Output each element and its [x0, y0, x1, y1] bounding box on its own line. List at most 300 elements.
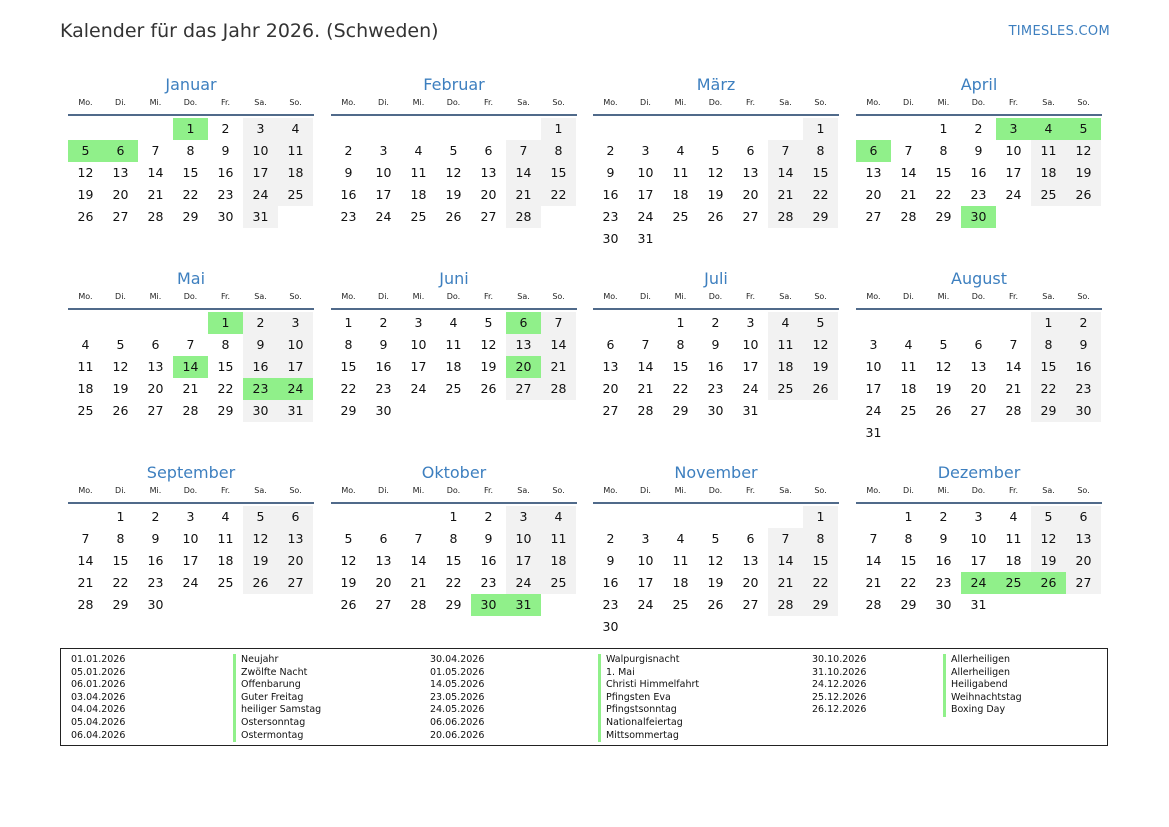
day-cell: 17 — [410, 359, 427, 374]
weekday-label: Mo. — [866, 98, 881, 107]
weekday-label: Di. — [640, 98, 651, 107]
day-cell: 3 — [186, 509, 195, 524]
day-cell: 27 — [865, 209, 882, 224]
month-7 — [593, 267, 839, 445]
day-grid — [856, 116, 1102, 251]
month-8 — [856, 267, 1102, 445]
day-cell: 26 — [707, 597, 724, 612]
day-cell: 29 — [900, 597, 917, 612]
day-cell: 14 — [1005, 359, 1022, 374]
day-cell: 29 — [217, 403, 234, 418]
day-cell: 17 — [637, 575, 654, 590]
weekday-label: Mo. — [341, 98, 356, 107]
month-1 — [68, 73, 314, 251]
holiday-name: Walpurgisnacht — [598, 654, 699, 667]
day-cell: 6 — [379, 531, 388, 546]
day-cell: 23 — [935, 575, 952, 590]
holiday-name: Boxing Day — [943, 704, 1022, 717]
day-cell: 5 — [1066, 118, 1101, 140]
day-cell: 25 — [445, 381, 462, 396]
holiday-name: Offenbarung — [233, 679, 321, 692]
day-cell: 1 — [803, 118, 838, 140]
day-cell: 9 — [221, 143, 230, 158]
holiday-name: Allerheiligen — [943, 654, 1022, 667]
holiday-name: Weihnachtstag — [943, 692, 1022, 705]
month-name: Juli — [704, 269, 728, 288]
day-cell: 24 — [637, 209, 654, 224]
weekday-header — [856, 485, 1102, 504]
day-cell: 30 — [602, 231, 619, 246]
day-cell: 16 — [375, 359, 392, 374]
day-cell: 6 — [746, 531, 755, 546]
day-cell: 25 — [672, 597, 689, 612]
weekday-label: Mi. — [149, 292, 162, 301]
day-cell: 8 — [803, 140, 838, 162]
day-cell: 3 — [379, 143, 388, 158]
weekday-label: So. — [1077, 98, 1090, 107]
month-name: November — [674, 463, 758, 482]
day-cell: 22 — [182, 187, 199, 202]
day-cell: 4 — [676, 531, 685, 546]
day-cell: 7 — [1009, 337, 1018, 352]
weekday-label: Di. — [640, 292, 651, 301]
day-cell: 12 — [707, 165, 724, 180]
day-cell: 28 — [147, 209, 164, 224]
day-cell: 9 — [243, 334, 278, 356]
weekday-label: So. — [814, 98, 827, 107]
weekday-label: Mi. — [937, 486, 950, 495]
day-cell: 6 — [606, 337, 615, 352]
day-cell: 1 — [803, 506, 838, 528]
day-cell: 11 — [1005, 531, 1022, 546]
day-cell: 6 — [746, 143, 755, 158]
month-5 — [68, 267, 314, 445]
day-grid — [856, 504, 1102, 639]
day-cell: 21 — [1005, 381, 1022, 396]
weekday-label: Fr. — [1008, 292, 1019, 301]
day-cell: 6 — [484, 143, 493, 158]
holiday-date: 31.10.2026 — [812, 666, 867, 678]
day-cell: 16 — [147, 553, 164, 568]
day-cell: 28 — [410, 597, 427, 612]
weekday-header — [331, 485, 577, 504]
day-cell: 16 — [217, 165, 234, 180]
day-cell: 2 — [711, 315, 720, 330]
day-cell: 9 — [484, 531, 493, 546]
day-cell: 12 — [1066, 140, 1101, 162]
month-name: Mai — [176, 269, 206, 288]
day-cell: 4 — [904, 337, 913, 352]
day-cell: 14 — [410, 553, 427, 568]
day-grid — [856, 310, 1102, 445]
day-cell: 4 — [676, 143, 685, 158]
holiday-date: 01.05.2026 — [430, 666, 485, 678]
weekday-label: Do. — [971, 292, 986, 301]
day-cell: 18 — [672, 575, 689, 590]
day-cell: 7 — [541, 312, 576, 334]
day-cell: 23 — [217, 187, 234, 202]
weekday-label: Do. — [446, 98, 461, 107]
day-cell: 20 — [1066, 550, 1101, 572]
day-cell: 29 — [935, 209, 952, 224]
day-cell: 3 — [414, 315, 423, 330]
day-cell: 24 — [961, 572, 996, 594]
day-cell: 30 — [217, 209, 234, 224]
weekday-label: So. — [552, 486, 565, 495]
day-cell: 28 — [182, 403, 199, 418]
day-cell: 1 — [208, 312, 243, 334]
weekday-label: Fr. — [483, 486, 494, 495]
day-cell: 23 — [147, 575, 164, 590]
weekday-label: Do. — [183, 292, 198, 301]
holiday-name: Mittsommertag — [598, 730, 699, 743]
day-cell: 17 — [742, 359, 759, 374]
day-cell: 8 — [803, 528, 838, 550]
weekday-label: Mi. — [149, 486, 162, 495]
day-cell: 15 — [182, 165, 199, 180]
day-cell: 13 — [865, 165, 882, 180]
weekday-label: Mo. — [603, 486, 618, 495]
day-cell: 20 — [278, 550, 313, 572]
day-cell: 8 — [541, 140, 576, 162]
day-cell: 17 — [1005, 165, 1022, 180]
day-cell: 11 — [1031, 140, 1066, 162]
day-cell: 10 — [742, 337, 759, 352]
day-cell: 30 — [602, 619, 619, 634]
day-cell: 20 — [147, 381, 164, 396]
holiday-date: 14.05.2026 — [430, 679, 485, 691]
day-cell: 9 — [939, 531, 948, 546]
day-cell: 12 — [340, 553, 357, 568]
month-4 — [856, 73, 1102, 251]
day-cell: 16 — [935, 553, 952, 568]
day-cell: 18 — [768, 356, 803, 378]
day-cell: 2 — [974, 121, 983, 136]
weekday-label: Sa. — [779, 292, 792, 301]
weekday-label: Di. — [378, 98, 389, 107]
weekday-header — [68, 97, 314, 116]
legend-dates-col — [71, 654, 125, 742]
day-cell: 3 — [974, 509, 983, 524]
holiday-date: 03.04.2026 — [71, 691, 126, 703]
day-cell: 2 — [221, 121, 230, 136]
holiday-date: 06.04.2026 — [71, 729, 126, 741]
day-cell: 14 — [77, 553, 94, 568]
day-cell: 29 — [445, 597, 462, 612]
day-cell: 8 — [221, 337, 230, 352]
day-cell: 16 — [602, 575, 619, 590]
day-cell: 12 — [112, 359, 129, 374]
day-cell: 14 — [637, 359, 654, 374]
day-cell: 11 — [445, 337, 462, 352]
day-cell: 18 — [1005, 553, 1022, 568]
site-link[interactable]: TIMESLES.COM — [1008, 24, 1110, 39]
day-cell: 19 — [707, 187, 724, 202]
weekday-label: Mo. — [866, 292, 881, 301]
day-cell: 8 — [939, 143, 948, 158]
day-cell: 31 — [865, 425, 882, 440]
day-cell: 2 — [151, 509, 160, 524]
day-cell: 1 — [344, 315, 353, 330]
day-cell: 12 — [77, 165, 94, 180]
day-cell: 1 — [449, 509, 458, 524]
month-9 — [68, 461, 314, 639]
day-cell: 20 — [742, 187, 759, 202]
holiday-date: 25.12.2026 — [812, 691, 867, 703]
holiday-name: 1. Mai — [598, 667, 699, 680]
day-cell: 27 — [742, 597, 759, 612]
day-cell: 26 — [1031, 572, 1066, 594]
day-cell: 14 — [900, 165, 917, 180]
day-cell: 15 — [1031, 356, 1066, 378]
day-cell: 18 — [541, 550, 576, 572]
weekday-header — [68, 485, 314, 504]
weekday-label: So. — [1077, 292, 1090, 301]
day-cell: 17 — [506, 550, 541, 572]
weekday-label: Do. — [971, 486, 986, 495]
weekday-label: Sa. — [254, 292, 267, 301]
holiday-name: Ostermontag — [233, 730, 321, 743]
day-cell: 29 — [672, 403, 689, 418]
day-cell: 24 — [243, 184, 278, 206]
day-cell: 24 — [375, 209, 392, 224]
day-cell: 24 — [742, 381, 759, 396]
weekday-label: Sa. — [1042, 292, 1055, 301]
day-cell: 30 — [243, 400, 278, 422]
day-cell: 7 — [904, 143, 913, 158]
day-cell: 4 — [221, 509, 230, 524]
day-cell: 9 — [344, 165, 353, 180]
day-cell: 17 — [243, 162, 278, 184]
day-cell: 26 — [480, 381, 497, 396]
weekday-header — [593, 291, 839, 310]
legend-names-col — [233, 654, 321, 742]
day-grid — [331, 116, 577, 251]
day-cell: 22 — [217, 381, 234, 396]
day-cell: 10 — [865, 359, 882, 374]
day-cell: 25 — [410, 209, 427, 224]
day-cell: 9 — [1066, 334, 1101, 356]
month-6 — [331, 267, 577, 445]
month-name: Januar — [165, 75, 217, 94]
day-cell: 26 — [707, 209, 724, 224]
day-cell: 23 — [707, 381, 724, 396]
day-cell: 26 — [77, 209, 94, 224]
day-cell: 7 — [414, 531, 423, 546]
day-cell: 6 — [151, 337, 160, 352]
month-name: März — [696, 75, 736, 94]
weekday-label: Mo. — [341, 292, 356, 301]
day-cell: 11 — [217, 531, 234, 546]
weekday-label: Fr. — [745, 98, 756, 107]
weekday-label: So. — [814, 486, 827, 495]
day-cell: 13 — [602, 359, 619, 374]
holiday-date: 05.01.2026 — [71, 666, 126, 678]
day-grid — [331, 310, 577, 445]
day-cell: 22 — [935, 187, 952, 202]
day-cell: 20 — [375, 575, 392, 590]
weekday-header — [331, 291, 577, 310]
day-cell: 7 — [768, 528, 803, 550]
day-cell: 3 — [506, 506, 541, 528]
day-cell: 20 — [112, 187, 129, 202]
holiday-date: 30.04.2026 — [430, 654, 485, 665]
weekday-label: So. — [1077, 486, 1090, 495]
day-cell: 17 — [278, 356, 313, 378]
day-cell: 21 — [77, 575, 94, 590]
day-cell: 7 — [506, 140, 541, 162]
day-cell: 19 — [340, 575, 357, 590]
day-cell: 22 — [541, 184, 576, 206]
month-name: August — [951, 269, 1007, 288]
weekday-label: Sa. — [1042, 98, 1055, 107]
day-cell: 10 — [506, 528, 541, 550]
weekday-label: Mi. — [674, 292, 687, 301]
day-cell: 27 — [1066, 572, 1101, 594]
day-cell: 10 — [375, 165, 392, 180]
day-cell: 5 — [803, 312, 838, 334]
day-cell: 21 — [147, 187, 164, 202]
day-cell: 11 — [541, 528, 576, 550]
day-grid — [331, 504, 577, 639]
day-cell: 14 — [506, 162, 541, 184]
day-cell: 3 — [641, 143, 650, 158]
day-cell: 1 — [904, 509, 913, 524]
day-cell: 5 — [711, 531, 720, 546]
day-cell: 15 — [803, 550, 838, 572]
holiday-name: Allerheiligen — [943, 667, 1022, 680]
day-cell: 12 — [803, 334, 838, 356]
weekday-label: Mo. — [603, 292, 618, 301]
day-cell: 21 — [541, 356, 576, 378]
weekday-label: Mi. — [937, 292, 950, 301]
day-cell: 19 — [803, 356, 838, 378]
day-cell: 8 — [904, 531, 913, 546]
day-cell: 17 — [865, 381, 882, 396]
weekday-label: Mi. — [937, 98, 950, 107]
month-2 — [331, 73, 577, 251]
day-cell: 18 — [672, 187, 689, 202]
day-cell: 29 — [340, 403, 357, 418]
holiday-name: Ostersonntag — [233, 717, 321, 730]
holiday-legend — [60, 648, 1108, 746]
weekday-label: Di. — [903, 486, 914, 495]
day-cell: 21 — [768, 184, 803, 206]
day-cell: 11 — [768, 334, 803, 356]
day-cell: 28 — [865, 597, 882, 612]
weekday-label: Sa. — [517, 98, 530, 107]
weekday-label: Do. — [971, 98, 986, 107]
day-cell: 12 — [480, 337, 497, 352]
day-cell: 14 — [147, 165, 164, 180]
weekday-label: Fr. — [220, 486, 231, 495]
day-cell: 15 — [900, 553, 917, 568]
day-cell: 10 — [1005, 143, 1022, 158]
day-cell: 2 — [484, 509, 493, 524]
day-cell: 30 — [961, 206, 996, 228]
month-12 — [856, 461, 1102, 639]
day-grid — [68, 310, 314, 445]
day-cell: 24 — [410, 381, 427, 396]
day-cell: 8 — [449, 531, 458, 546]
holiday-date: 06.06.2026 — [430, 716, 485, 728]
holiday-name: Heiligabend — [943, 679, 1022, 692]
day-cell: 2 — [243, 312, 278, 334]
day-cell: 5 — [939, 337, 948, 352]
day-cell: 15 — [217, 359, 234, 374]
day-cell: 19 — [112, 381, 129, 396]
day-cell: 3 — [243, 118, 278, 140]
weekday-label: Fr. — [483, 98, 494, 107]
day-cell: 14 — [541, 334, 576, 356]
day-cell: 3 — [996, 118, 1031, 140]
day-grid — [593, 504, 839, 639]
day-cell: 7 — [151, 143, 160, 158]
day-cell: 30 — [935, 597, 952, 612]
holiday-name: heiliger Samstag — [233, 704, 321, 717]
holiday-name: Pfingstsonntag — [598, 704, 699, 717]
day-cell: 1 — [939, 121, 948, 136]
day-cell: 8 — [344, 337, 353, 352]
day-cell: 28 — [541, 378, 576, 400]
day-cell: 11 — [278, 140, 313, 162]
day-cell: 10 — [182, 531, 199, 546]
day-cell: 19 — [480, 359, 497, 374]
day-cell: 5 — [243, 506, 278, 528]
weekday-label: Do. — [183, 98, 198, 107]
day-cell: 30 — [1066, 400, 1101, 422]
day-cell: 19 — [77, 187, 94, 202]
day-cell: 7 — [81, 531, 90, 546]
day-cell: 26 — [445, 209, 462, 224]
month-11 — [593, 461, 839, 639]
legend-names-col — [598, 654, 699, 742]
day-cell: 20 — [480, 187, 497, 202]
day-cell: 9 — [151, 531, 160, 546]
day-cell: 6 — [506, 312, 541, 334]
day-cell: 10 — [243, 140, 278, 162]
weekday-header — [593, 485, 839, 504]
holiday-date: 01.01.2026 — [71, 654, 126, 665]
weekday-label: Di. — [378, 292, 389, 301]
day-cell: 16 — [970, 165, 987, 180]
weekday-label: Di. — [115, 486, 126, 495]
weekday-label: Mo. — [603, 98, 618, 107]
day-cell: 22 — [445, 575, 462, 590]
day-cell: 12 — [935, 359, 952, 374]
day-cell: 15 — [672, 359, 689, 374]
day-cell: 27 — [375, 597, 392, 612]
day-cell: 23 — [243, 378, 278, 400]
day-cell: 14 — [768, 550, 803, 572]
day-cell: 31 — [278, 400, 313, 422]
weekday-label: Mi. — [674, 486, 687, 495]
day-cell: 23 — [1066, 378, 1101, 400]
day-cell: 25 — [278, 184, 313, 206]
day-cell: 21 — [182, 381, 199, 396]
day-cell: 8 — [116, 531, 125, 546]
weekday-label: Do. — [708, 486, 723, 495]
holiday-date: 20.06.2026 — [430, 729, 485, 741]
day-cell: 13 — [147, 359, 164, 374]
day-cell: 13 — [506, 334, 541, 356]
day-cell: 7 — [869, 531, 878, 546]
day-cell: 10 — [637, 553, 654, 568]
holiday-date: 26.12.2026 — [812, 704, 867, 716]
day-cell: 19 — [935, 381, 952, 396]
weekday-label: Sa. — [779, 486, 792, 495]
day-cell: 31 — [742, 403, 759, 418]
